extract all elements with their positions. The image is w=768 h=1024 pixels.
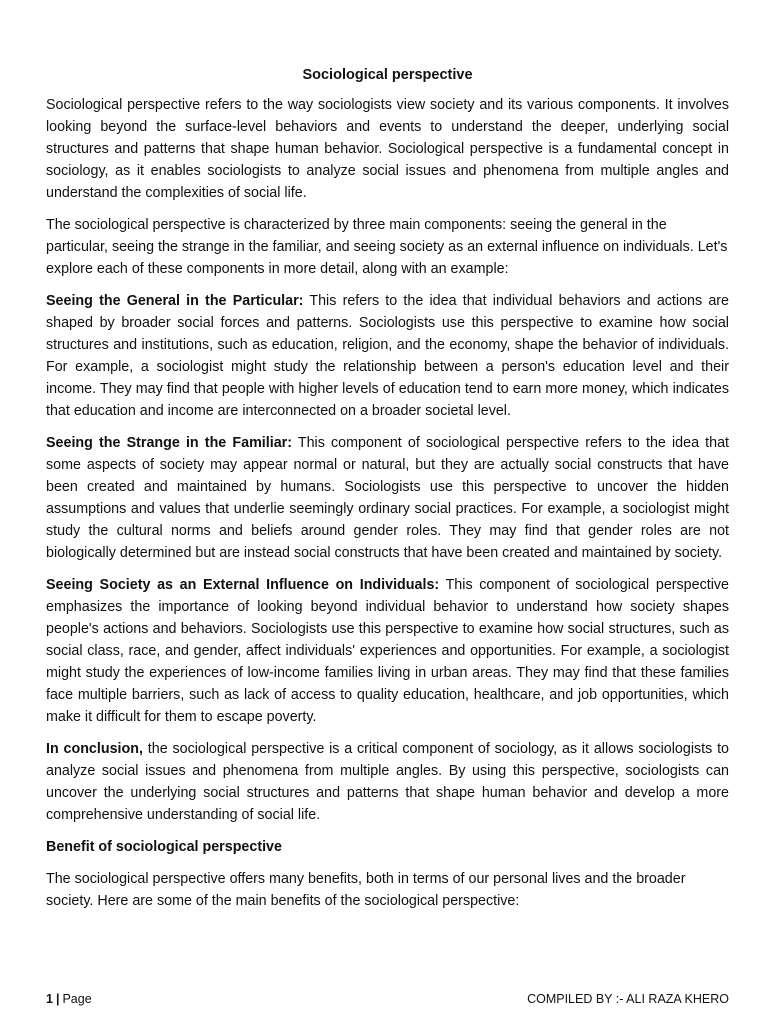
document-title: Sociological perspective	[302, 67, 473, 83]
paragraph-text: the sociological perspective is a critical component of sociology, as it allows sociologists to analyze social issues and phenomena from multiple angles. By using this perspective, sociologists can uncover the underlying social structures and patterns that shape human behavior and develop a more comprehensive understanding of social life.	[46, 741, 730, 823]
paragraph-external-influence	[46, 574, 729, 728]
page-label: Page	[62, 992, 92, 1006]
paragraph-lead: Seeing the General in the Particular:	[46, 293, 304, 309]
page-indicator	[46, 990, 92, 1008]
paragraph-strange-in-familiar	[46, 432, 729, 564]
paragraph-lead: Seeing the Strange in the Familiar:	[46, 435, 292, 451]
paragraph-text: This refers to the idea that individual behaviors and actions are shaped by broader social forces and patterns. Sociologists use this perspective to examine how social structures and institutions, such as education, religion, and the economy, shape the behavior of individuals. For example, a sociologist might study the relationship between a person's education level and their income. They may find that people with higher levels of education tend to earn more money, which indicates that education and income are interconnected on a broader societal level.	[46, 293, 729, 419]
footer-separator: |	[55, 992, 60, 1006]
paragraph-text: This component of sociological perspective refers to the idea that some aspects of society may appear normal or natural, but they are actually social constructs that have been created and maintained by humans. Sociologists use this perspective to uncover the hidden assumptions and values that underlie seemingly ordinary social practices. For example, a sociologist might study the cultural norms and beliefs around gender roles. They may find that gender roles are not biologically determined but are instead social constructs that have been created and maintained by society.	[46, 435, 730, 561]
paragraph-lead: In conclusion,	[46, 741, 143, 757]
section-heading-benefits: Benefit of sociological perspective	[46, 839, 282, 855]
paragraph-intro	[46, 94, 729, 204]
paragraph-components	[46, 214, 729, 280]
document-body	[46, 64, 729, 922]
paragraph-text: The sociological perspective is characterized by three main components: seeing the general in the particular, seeing the strange in the familiar, and seeing society as an external influence on individuals. Let's explore each of these components in more detail, along with an example:	[46, 217, 728, 277]
page-number: 1	[46, 992, 53, 1006]
paragraph-conclusion	[46, 738, 729, 826]
page-footer	[46, 990, 729, 1008]
paragraph-text: This component of sociological perspective emphasizes the importance of looking beyond individual behavior to understand how society shapes people's actions and behaviors. Sociologists use this perspective to examine how social structures, such as social class, race, and gender, affect individuals' experiences and opportunities. For example, a sociologist might study the experiences of low-income families living in urban areas. They may find that these families face multiple barriers, such as lack of access to quality education, healthcare, and job opportunities, which make it difficult for them to escape poverty.	[46, 577, 729, 725]
paragraph-text: Sociological perspective refers to the way sociologists view society and its various components. It involves looking beyond the surface-level behaviors and events to understand the deeper, underlying social structures and patterns that shape human behavior. Sociological perspective is a fundamental concept in sociology, as it enables sociologists to analyze social issues and phenomena from multiple angles and understand the complexities of social life.	[46, 97, 729, 201]
compiled-by: COMPILED BY :- ALI RAZA KHERO	[527, 992, 729, 1006]
paragraph-general-in-particular	[46, 290, 729, 422]
paragraph-text: The sociological perspective offers many benefits, both in terms of our personal lives and the broader society. Here are some of the main benefits of the sociological perspective:	[46, 871, 686, 909]
paragraph-lead: Seeing Society as an External Influence on Individuals:	[46, 577, 440, 593]
paragraph-benefits-intro	[46, 868, 729, 912]
